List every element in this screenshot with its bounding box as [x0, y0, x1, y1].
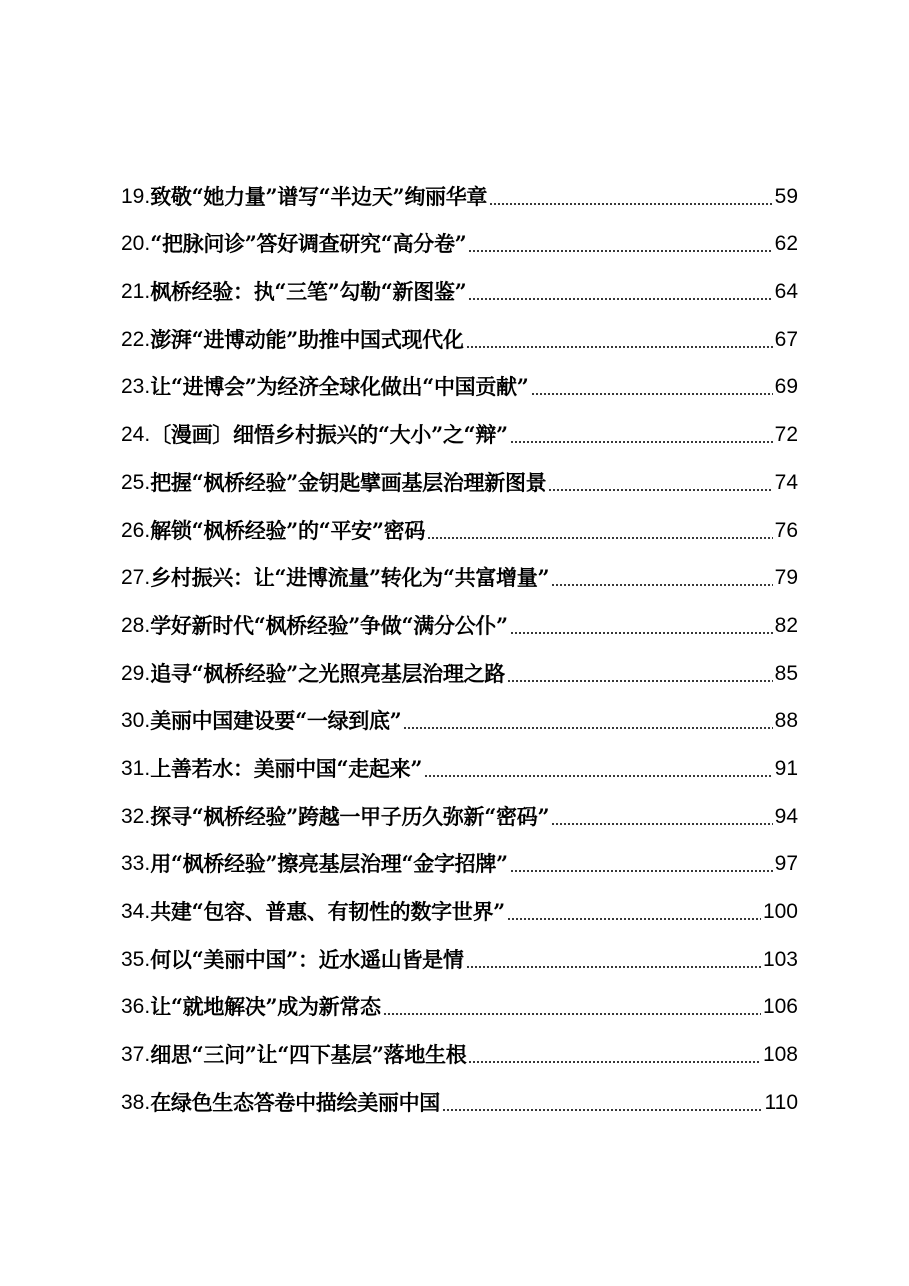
dot-leader: [468, 298, 772, 300]
entry-number: 33.: [121, 852, 151, 876]
entry-number: 27.: [121, 566, 151, 590]
table-of-contents: [121, 163, 798, 1117]
entry-page-number: 82: [774, 613, 798, 637]
toc-entry: [121, 688, 798, 736]
entry-title: 让“就地解决”成为新常态: [150, 994, 381, 1020]
entry-number: 24.: [121, 423, 151, 447]
toc-entry: [121, 306, 798, 354]
entry-number: 19.: [121, 184, 151, 208]
dot-leader: [424, 775, 772, 777]
dot-leader: [507, 680, 773, 682]
dot-leader: [531, 393, 773, 395]
entry-page-number: 91: [774, 756, 798, 780]
toc-entry: [121, 974, 798, 1022]
dot-leader: [510, 441, 773, 443]
entry-title: 让“进博会”为经济全球化做出“中国贡献”: [150, 374, 529, 400]
dot-leader: [466, 966, 761, 968]
entry-title: 乡村振兴：让“进博流量”转化为“共富增量”: [150, 565, 550, 591]
entry-title: 澎湃“进博动能”助推中国式现代化: [150, 326, 464, 352]
entry-title: 细思“三问”让“四下基层”落地生根: [150, 1042, 467, 1068]
entry-title: 解锁“枫桥经验”的“平安”密码: [150, 517, 426, 543]
entry-number: 20.: [121, 232, 151, 256]
entry-page-number: 72: [774, 423, 798, 447]
entry-page-number: 106: [762, 995, 798, 1019]
dot-leader: [442, 1109, 763, 1111]
dot-leader: [510, 632, 773, 634]
entry-page-number: 64: [774, 280, 798, 304]
entry-title: 在绿色生态答卷中描绘美丽中国: [150, 1089, 441, 1115]
dot-leader: [466, 346, 773, 348]
entry-title: 把握“枫桥经验”金钥匙擘画基层治理新图景: [150, 469, 547, 495]
entry-number: 25.: [121, 470, 151, 494]
entry-number: 37.: [121, 1043, 151, 1067]
toc-entry: [121, 640, 798, 688]
dot-leader: [548, 489, 772, 491]
dot-leader: [507, 918, 761, 920]
dot-leader: [383, 1013, 761, 1015]
dot-leader: [551, 823, 772, 825]
dot-leader: [427, 537, 773, 539]
entry-page-number: 67: [774, 327, 798, 351]
toc-entry: [121, 592, 798, 640]
entry-number: 21.: [121, 280, 151, 304]
entry-title: 学好新时代“枫桥经验”争做“满分公仆”: [150, 612, 508, 638]
entry-title: 探寻“枫桥经验”跨越一甲子历久弥新“密码”: [150, 803, 550, 829]
toc-entry: [121, 258, 798, 306]
entry-page-number: 76: [774, 518, 798, 542]
toc-entry: [121, 783, 798, 831]
entry-number: 34.: [121, 900, 151, 923]
entry-title: 致敬“她力量”谱写“半边天”绚丽华章: [150, 183, 488, 209]
dot-leader: [551, 584, 772, 586]
entry-number: 26.: [121, 518, 151, 542]
entry-page-number: 110: [764, 1090, 798, 1114]
entry-number: 29.: [121, 661, 151, 685]
entry-page-number: 74: [774, 470, 798, 494]
entry-title: 美丽中国建设要“一绿到底”: [150, 708, 402, 734]
entry-page-number: 97: [774, 852, 798, 876]
entry-page-number: 103: [762, 947, 798, 971]
entry-title: 追寻“枫桥经验”之光照亮基层治理之路: [150, 660, 505, 686]
dot-leader: [489, 203, 773, 205]
toc-entry: [121, 354, 798, 402]
dot-leader: [468, 1061, 761, 1063]
entry-number: 32.: [121, 804, 151, 828]
dot-leader: [403, 727, 772, 729]
entry-title: 用“枫桥经验”擦亮基层治理“金字招牌”: [150, 851, 508, 877]
toc-entry: [121, 449, 798, 497]
entry-number: 23.: [121, 375, 151, 399]
toc-entry: [121, 163, 798, 211]
entry-page-number: 100: [762, 900, 798, 923]
entry-page-number: 85: [774, 661, 798, 685]
toc-entry: [121, 831, 798, 879]
entry-page-number: 108: [762, 1043, 798, 1067]
toc-entry: [121, 1069, 798, 1117]
entry-title: 何以“美丽中国”：近水遥山皆是情: [150, 946, 464, 972]
toc-entry: [121, 401, 798, 449]
entry-page-number: 94: [774, 804, 798, 828]
toc-entry: [121, 926, 798, 974]
dot-leader: [468, 250, 772, 252]
entry-number: 38.: [121, 1090, 151, 1114]
dot-leader: [510, 870, 773, 872]
entry-page-number: 59: [774, 184, 798, 208]
entry-page-number: 62: [774, 232, 798, 256]
entry-title: 上善若水：美丽中国“走起来”: [150, 755, 423, 781]
toc-entry: [121, 1021, 798, 1069]
entry-page-number: 88: [774, 709, 798, 733]
entry-number: 28.: [121, 613, 151, 637]
entry-title: 共建“包容、普惠、有韧性的数字世界”: [150, 899, 505, 924]
entry-title: 〔漫画〕细悟乡村振兴的“大小”之“辩”: [150, 422, 508, 448]
toc-entry: [121, 497, 798, 545]
entry-page-number: 79: [774, 566, 798, 590]
entry-number: 31.: [121, 756, 151, 780]
toc-entry: [121, 545, 798, 593]
entry-title: 枫桥经验：执“三笔”勾勒“新图鉴”: [150, 279, 467, 305]
entry-number: 22.: [121, 327, 151, 351]
entry-number: 36.: [121, 995, 151, 1019]
entry-number: 35.: [121, 947, 151, 971]
entry-page-number: 69: [774, 375, 798, 399]
toc-entry: [121, 735, 798, 783]
toc-entry: [121, 211, 798, 259]
toc-entry: [121, 878, 798, 926]
entry-number: 30.: [121, 709, 151, 733]
entry-title: “把脉问诊”答好调查研究“高分卷”: [150, 231, 467, 257]
